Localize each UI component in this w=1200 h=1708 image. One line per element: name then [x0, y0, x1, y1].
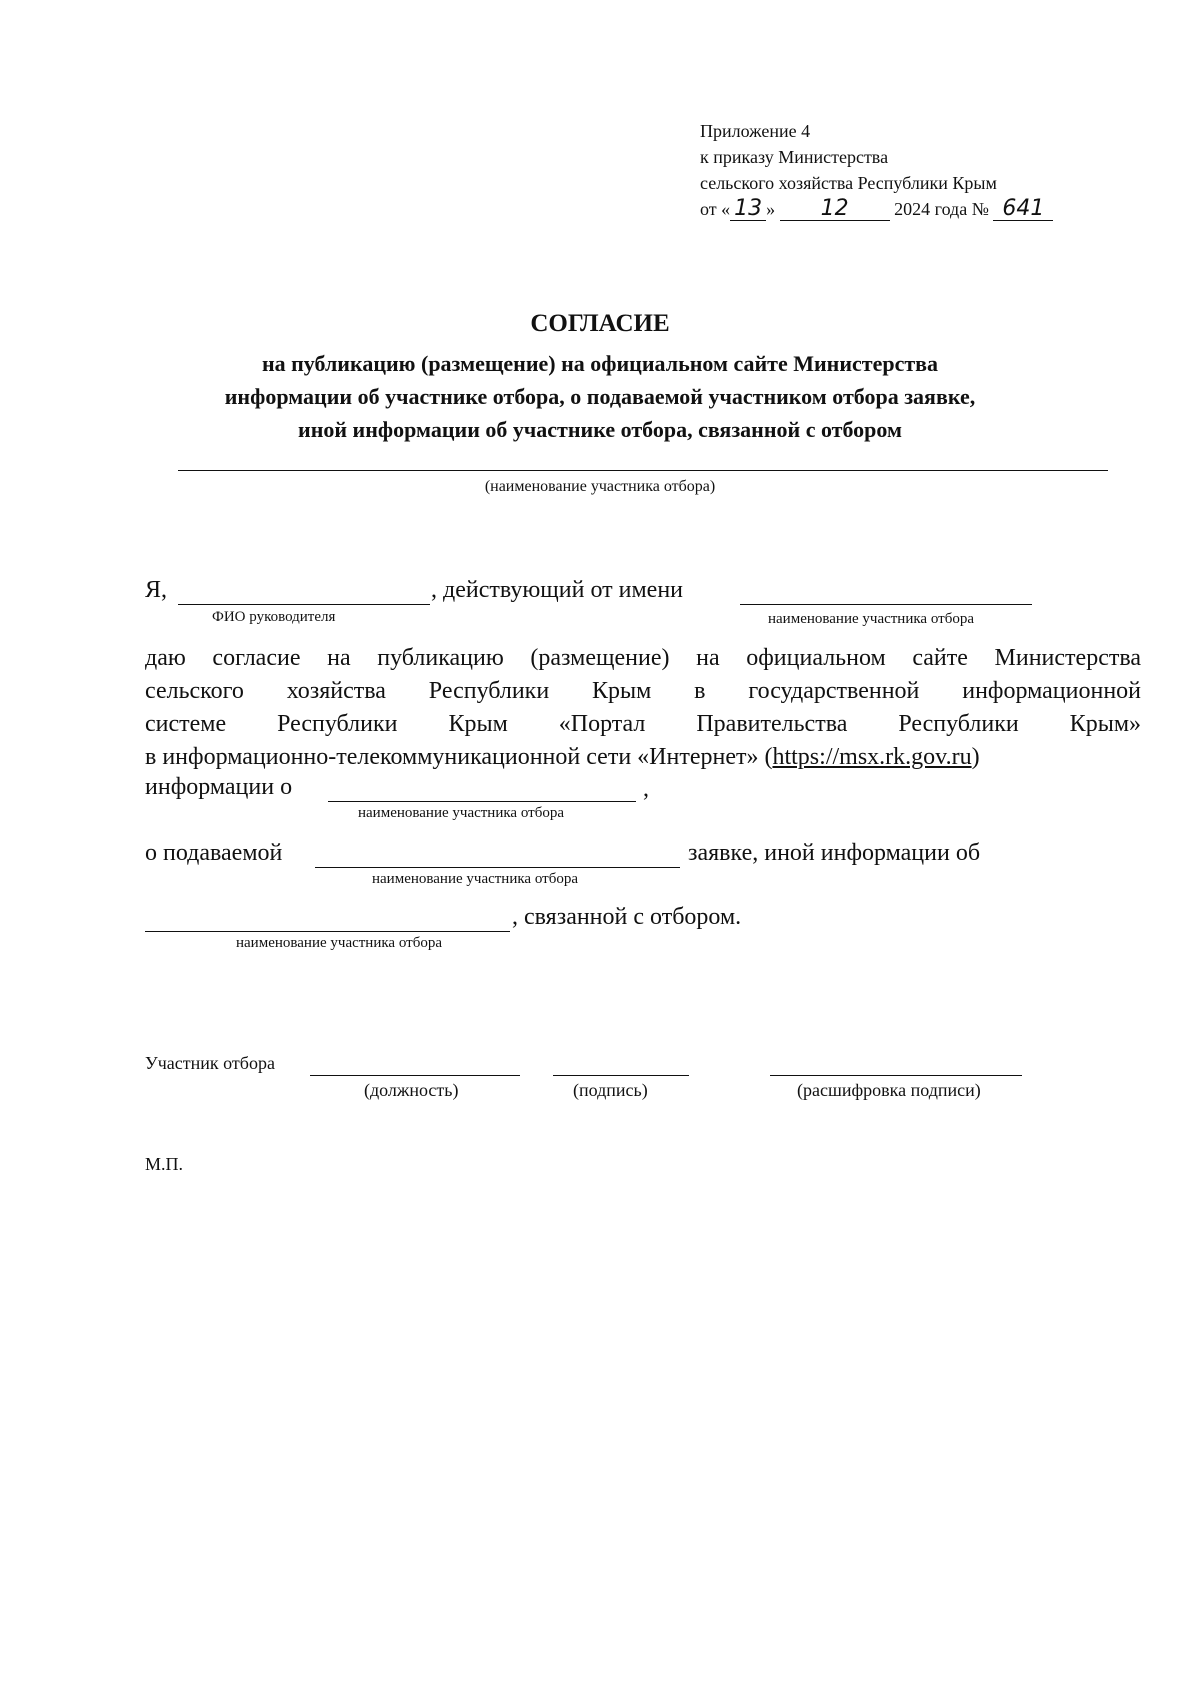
annex-date-line	[700, 196, 1053, 222]
ministry-site-link[interactable]: https://msx.rk.gov.ru	[772, 744, 972, 770]
paragraph-line-4-end: )	[971, 744, 980, 770]
info-about-comma: ,	[643, 776, 649, 802]
consent-paragraph	[145, 642, 1141, 774]
signature-decode-caption: (расшифровка подписи)	[797, 1080, 981, 1100]
position-caption: (должность)	[364, 1080, 459, 1100]
fio-caption: ФИО руководителя	[212, 609, 336, 625]
annex-title: Приложение 4	[700, 121, 811, 141]
paragraph-line-4	[145, 741, 1141, 774]
submitted-text-end: заявке, иной информации об	[688, 840, 981, 866]
related-field-line[interactable]	[145, 931, 510, 932]
annex-block	[700, 118, 1053, 222]
signature-label: Участник отбора	[145, 1053, 275, 1073]
related-caption: наименование участника отбора	[236, 935, 442, 951]
statement-acting: , действующий от имени	[431, 577, 683, 603]
org-name-field-line[interactable]	[740, 604, 1032, 605]
info-about-caption: наименование участника отбора	[358, 805, 564, 821]
org-name-caption: наименование участника отбора	[768, 611, 974, 627]
paragraph-line-4-start: в информационно-телекоммуникационной сети «Интернет» (	[145, 744, 773, 770]
position-field-line[interactable]	[310, 1075, 520, 1076]
date-day: 13	[730, 198, 766, 221]
annex-order-ref: к приказу Министерства	[700, 147, 889, 167]
info-about-field-line[interactable]	[328, 801, 636, 802]
paragraph-line-3: системе Республики Крым «Портал Правительства Республики Крым»	[145, 711, 1141, 737]
submitted-text-start: о подаваемой	[145, 840, 283, 866]
document-title: СОГЛАСИЕ	[530, 310, 670, 337]
signature-field-line[interactable]	[553, 1075, 689, 1076]
order-number: 641	[993, 198, 1053, 221]
signature-decode-field-line[interactable]	[770, 1075, 1022, 1076]
subtitle-line-1: на публикацию (размещение) на официальном сайте Министерства	[261, 351, 939, 376]
stamp-place: М.П.	[145, 1154, 184, 1174]
annex-ministry: сельского хозяйства Республики Крым	[700, 173, 997, 193]
info-about-text: информации о	[145, 774, 293, 800]
date-year: 2024 года №	[894, 199, 989, 219]
related-text: , связанной с отбором.	[512, 904, 742, 930]
fio-field-line[interactable]	[178, 604, 430, 605]
participant-name-caption: (наименование участника отбора)	[484, 478, 716, 495]
submitted-caption: наименование участника отбора	[372, 871, 578, 887]
subtitle-line-3: иной информации об участнике отбора, связанной с отбором	[298, 417, 902, 442]
paragraph-line-1: даю согласие на публикацию (размещение) на официальном сайте Министерства	[145, 645, 1141, 671]
date-month: 12	[780, 198, 890, 221]
participant-name-line[interactable]	[178, 470, 1108, 471]
date-mid: »	[766, 199, 776, 219]
signature-caption: (подпись)	[573, 1080, 648, 1100]
subtitle-line-2: информации об участнике отбора, о подаваемой участником отбора заявке,	[224, 384, 976, 409]
submitted-field-line[interactable]	[315, 867, 680, 868]
document-subtitle	[0, 347, 1200, 446]
statement-ya: Я,	[145, 577, 168, 603]
date-prefix: от «	[700, 199, 731, 219]
paragraph-line-2: сельского хозяйства Республики Крым в государственной информационной	[145, 678, 1141, 704]
